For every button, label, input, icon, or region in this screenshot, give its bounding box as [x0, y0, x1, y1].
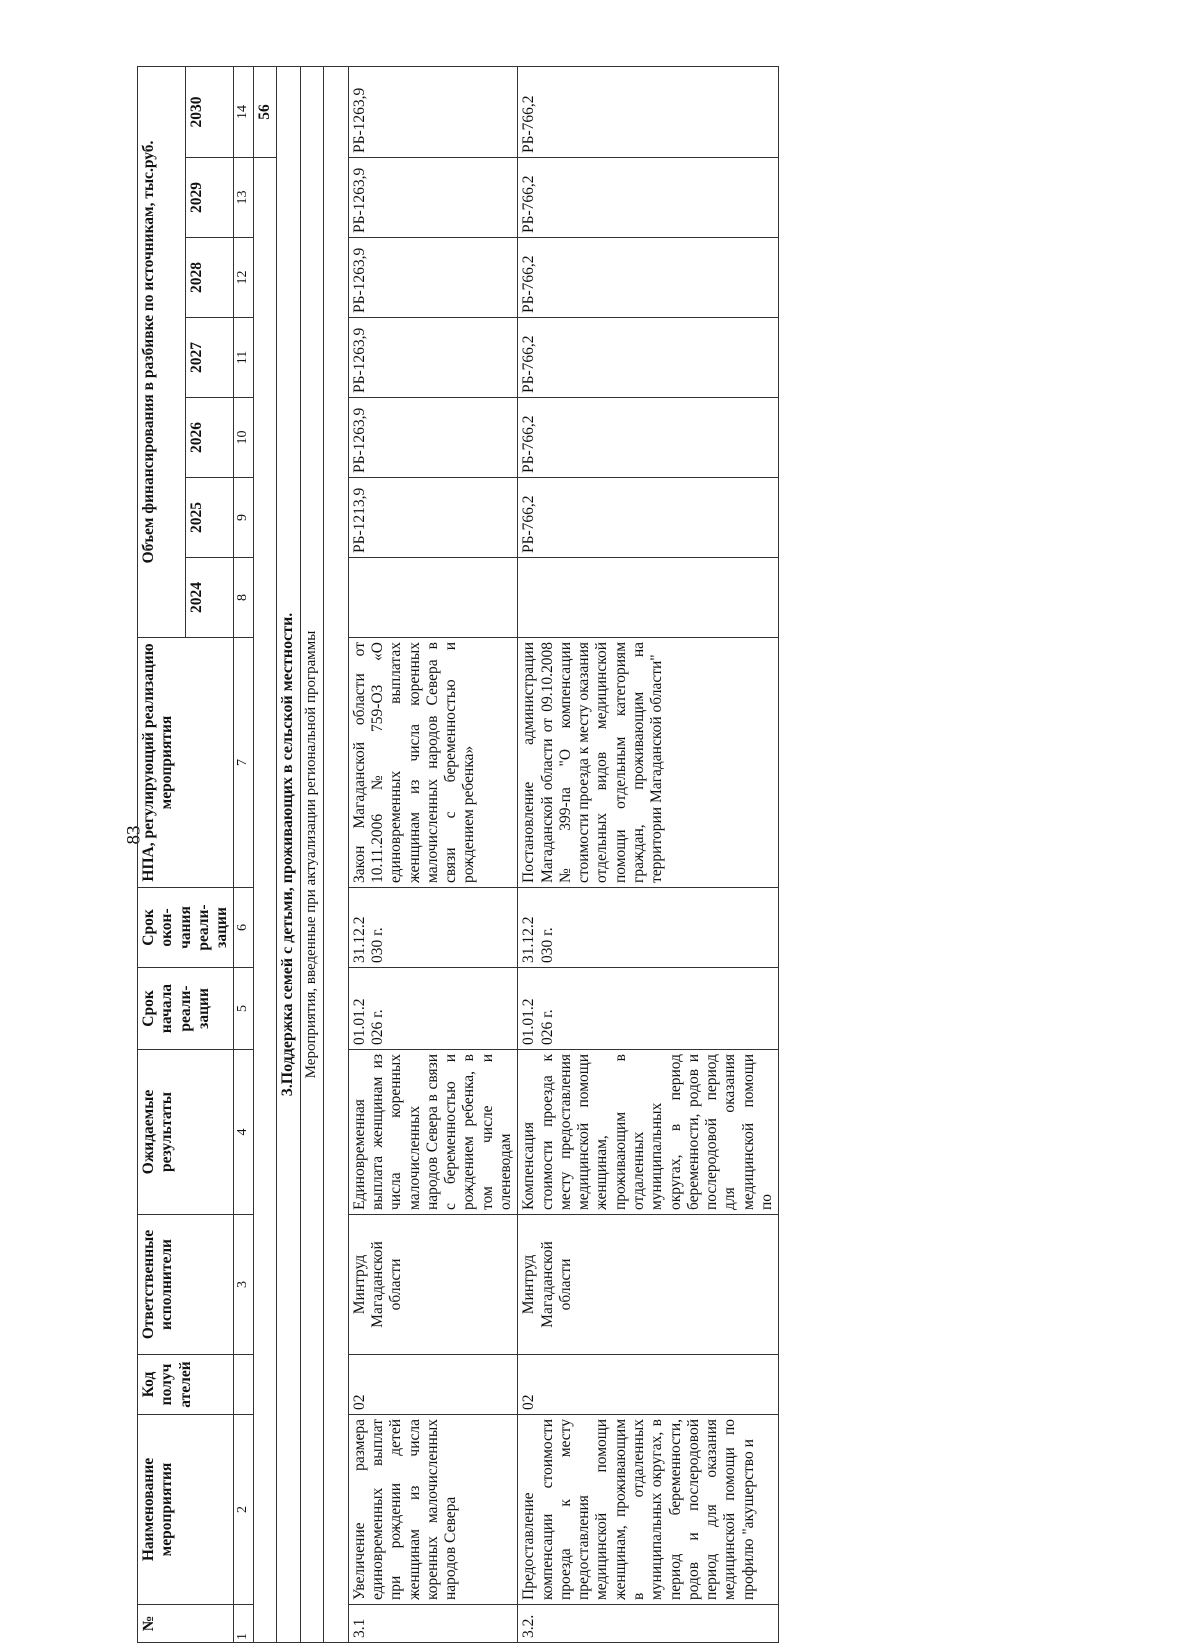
funding-2024 — [518, 558, 779, 638]
measure-name: Увеличение размера единовременных выплат при рождении детей женщинам из числа коренных малочисленных народов Севера — [348, 1415, 518, 1605]
column-number: 11 — [234, 318, 254, 398]
end-date: 31.12.2 030 г. — [518, 888, 779, 968]
funding-2027: РБ-1263,9 — [348, 318, 518, 398]
column-number: 3 — [234, 1215, 254, 1355]
column-number: 1 — [234, 1605, 254, 1643]
column-number: 13 — [234, 158, 254, 238]
funding-2025: РБ-1213,9 — [348, 478, 518, 558]
column-number — [234, 1355, 254, 1415]
column-number: 14 — [234, 67, 254, 158]
column-number: 10 — [234, 398, 254, 478]
funding-2027: РБ-766,2 — [518, 318, 779, 398]
npa: Закон Магаданской области от 10.11.2006 № 759-ОЗ «О единовременных выплатах женщинам из числа коренных малочисленных народов Севера в связи с беременностью и рождением ребенка» — [348, 638, 518, 888]
funding-2028: РБ-766,2 — [518, 238, 779, 318]
measure-name: Предоставление компенсации стоимости проезда к месту предоставления медицинской помощи женщинам, проживающим в отдаленных муниципальных округах, в период беременности, родов и послеродовой период для оказания медицинской помощи по профилю "акушерство и — [518, 1415, 779, 1605]
header-start-date: Срок начала реали-зации — [138, 968, 234, 1050]
funding-2024 — [348, 558, 518, 638]
column-number: 7 — [234, 638, 254, 888]
table-row — [348, 67, 518, 1643]
funding-2026: РБ-766,2 — [518, 398, 779, 478]
row-number: 3.1 — [348, 1605, 518, 1643]
header-year: 2030 — [186, 67, 234, 158]
expected-result: Компенсация стоимости проезда к месту предоставления медицинской помощи женщинам, проживающим в отдаленных муниципальных округах, в период беременности, родов и послеродовой период для оказания медицинской помощи по — [518, 1050, 779, 1215]
header-executors: Ответственные исполнители — [138, 1215, 234, 1355]
header-year: 2028 — [186, 238, 234, 318]
extra-number: 56 — [253, 67, 276, 158]
program-measures-table — [137, 66, 779, 1643]
page-number: 83 — [123, 825, 145, 845]
header-year: 2024 — [186, 558, 234, 638]
header-funding: Объем финансирования в разбивке по источникам, тыс.руб. — [138, 67, 186, 638]
header-measure-name: Наименование мероприятия — [138, 1415, 234, 1605]
column-number: 2 — [234, 1415, 254, 1605]
funding-2030: РБ-1263,9 — [348, 67, 518, 158]
funding-2025: РБ-766,2 — [518, 478, 779, 558]
spacer-row — [323, 67, 348, 1643]
funding-2030: РБ-766,2 — [518, 67, 779, 158]
section-title-row — [277, 67, 301, 1643]
executor: Минтруд Магаданской области — [518, 1215, 779, 1355]
recipient-code: 02 — [518, 1355, 779, 1415]
funding-2029: РБ-766,2 — [518, 158, 779, 238]
extra-number-row — [253, 67, 276, 1643]
column-number: 8 — [234, 558, 254, 638]
npa: Постановление администрации Магаданской области от 09.10.2008 № 399-па "О компенсации стоимости проезда к месту оказания отдельных видов медицинской помощи отдельным категориям граждан, проживающим на территории Магаданской области" — [518, 638, 779, 888]
funding-2029: РБ-1263,9 — [348, 158, 518, 238]
header-row — [138, 67, 186, 1643]
column-number: 6 — [234, 888, 254, 968]
subsection-title-row — [301, 67, 324, 1643]
start-date: 01.01.2 026 г. — [348, 968, 518, 1050]
header-year: 2029 — [186, 158, 234, 238]
row-number: 3.2. — [518, 1605, 779, 1643]
header-year: 2025 — [186, 478, 234, 558]
column-number: 9 — [234, 478, 254, 558]
subsection-title: Мероприятия, введенные при актуализации региональной программы — [301, 67, 324, 1643]
header-expected-results: Ожидаемые результаты — [138, 1050, 234, 1215]
expected-result: Единовременная выплата женщинам из числа коренных малочисленных народов Севера в связи с беременностью и рождением ребенка, в том числе и оленеводам — [348, 1050, 518, 1215]
start-date: 01.01.2 026 г. — [518, 968, 779, 1050]
rotated-document-sheet — [137, 67, 1031, 1643]
recipient-code: 02 — [348, 1355, 518, 1415]
end-date: 31.12.2 030 г. — [348, 888, 518, 968]
column-number-row — [234, 67, 254, 1643]
column-number: 12 — [234, 238, 254, 318]
funding-2028: РБ-1263,9 — [348, 238, 518, 318]
section-title: 3.Поддержка семей с детьми, проживающих в сельской местности. — [277, 67, 301, 1643]
table-row — [518, 67, 779, 1643]
header-end-date: Срок окон-чания реали-зации — [138, 888, 234, 968]
column-number: 5 — [234, 968, 254, 1050]
header-recipient-code: Код получ ателей — [138, 1355, 234, 1415]
header-year: 2026 — [186, 398, 234, 478]
funding-2026: РБ-1263,9 — [348, 398, 518, 478]
executor: Минтруд Магаданской области — [348, 1215, 518, 1355]
header-number: № — [138, 1605, 234, 1643]
header-year: 2027 — [186, 318, 234, 398]
header-npa: НПА, регулирующий реализацию мероприятия — [138, 638, 234, 888]
column-number: 4 — [234, 1050, 254, 1215]
